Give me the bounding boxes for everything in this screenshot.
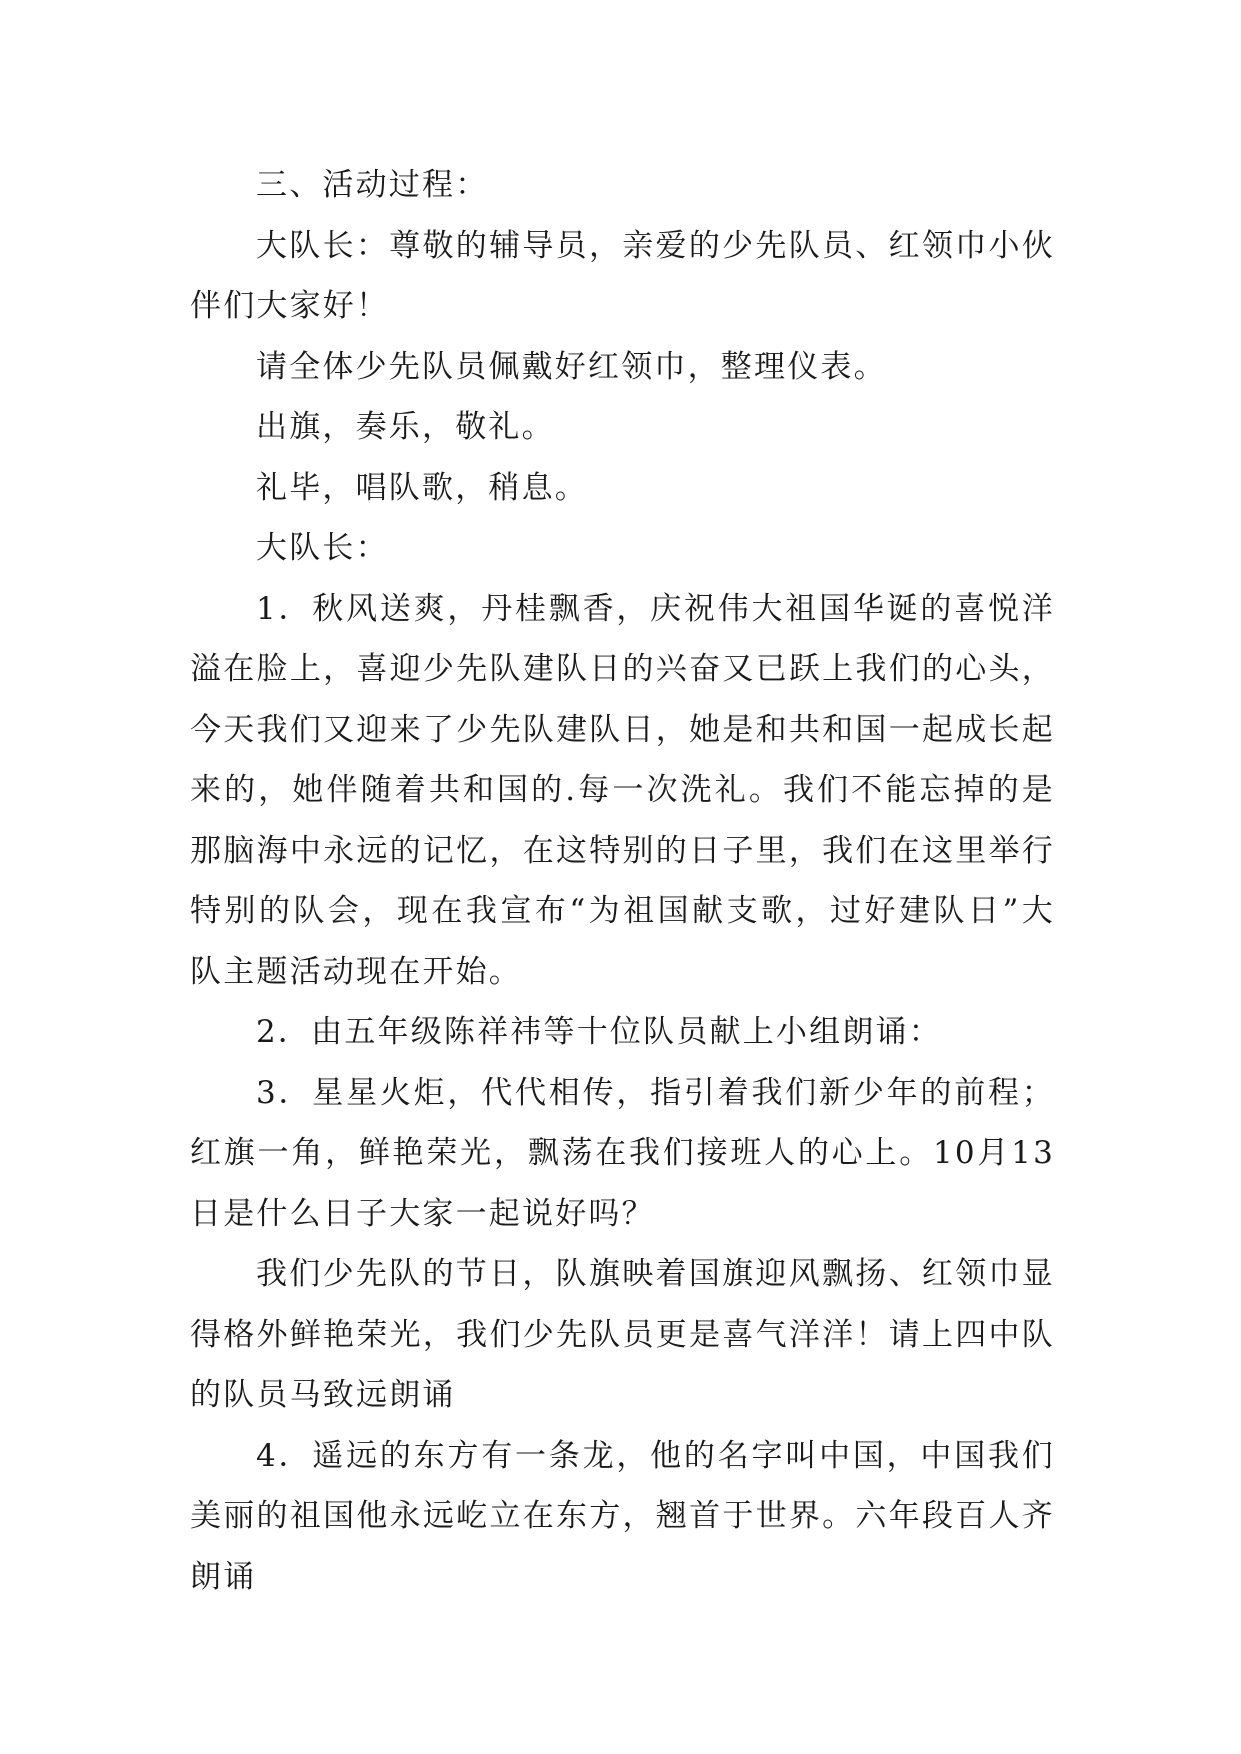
section-heading: 三、活动过程： [256,167,489,203]
paragraph-song: 礼毕，唱队歌，稍息。 [256,469,588,506]
paragraph-greeting: 大队长：尊敬的辅导员，亲爱的少先队员、红领巾小伙伴们大家好！ [190,227,1055,324]
paragraph-flag: 出旗，奏乐，敬礼。 [256,409,555,445]
paragraph-instruction: 请全体少先队员佩戴好红领巾，整理仪表。 [256,348,887,385]
paragraph-speaker: 大队长： [256,530,389,566]
paragraph-item-2: 2．由五年级陈祥祎等十位队员献上小组朗诵： [256,1014,942,1050]
paragraph-item-1: 1．秋风送爽，丹桂飘香，庆祝伟大祖国华诞的喜悦洋溢在脸上，喜迎少先队建队日的兴奋又已跃上我们的心头，今天我们又迎来了少先队建队日，她是和共和国一起成长起来的，她伴随着共和国的.每一次洗礼。我们不能忘掉的是那脑海中永远的记忆，在这特别的日子里，我们在这里举行特别的队会，现在我宣布“为祖国献支歌，过好建队日”大队主题活动现在开始。 [190,590,1055,990]
document-body [190,155,1055,1607]
paragraph-item-3: 3．星星火炬，代代相传，指引着我们新少年的前程；红旗一角，鲜艳荣光，飘荡在我们接班人的心上。10月13日是什么日子大家一起说好吗？ [190,1074,1055,1232]
paragraph-festival: 我们少先队的节日，队旗映着国旗迎风飘扬、红领巾显得格外鲜艳荣光，我们少先队员更是喜气洋洋！请上四中队的队员马致远朗诵 [190,1256,1055,1413]
paragraph-item-4: 4．遥远的东方有一条龙，他的名字叫中国，中国我们美丽的祖国他永远屹立在东方，翘首于世界。六年段百人齐朗诵 [190,1437,1055,1595]
